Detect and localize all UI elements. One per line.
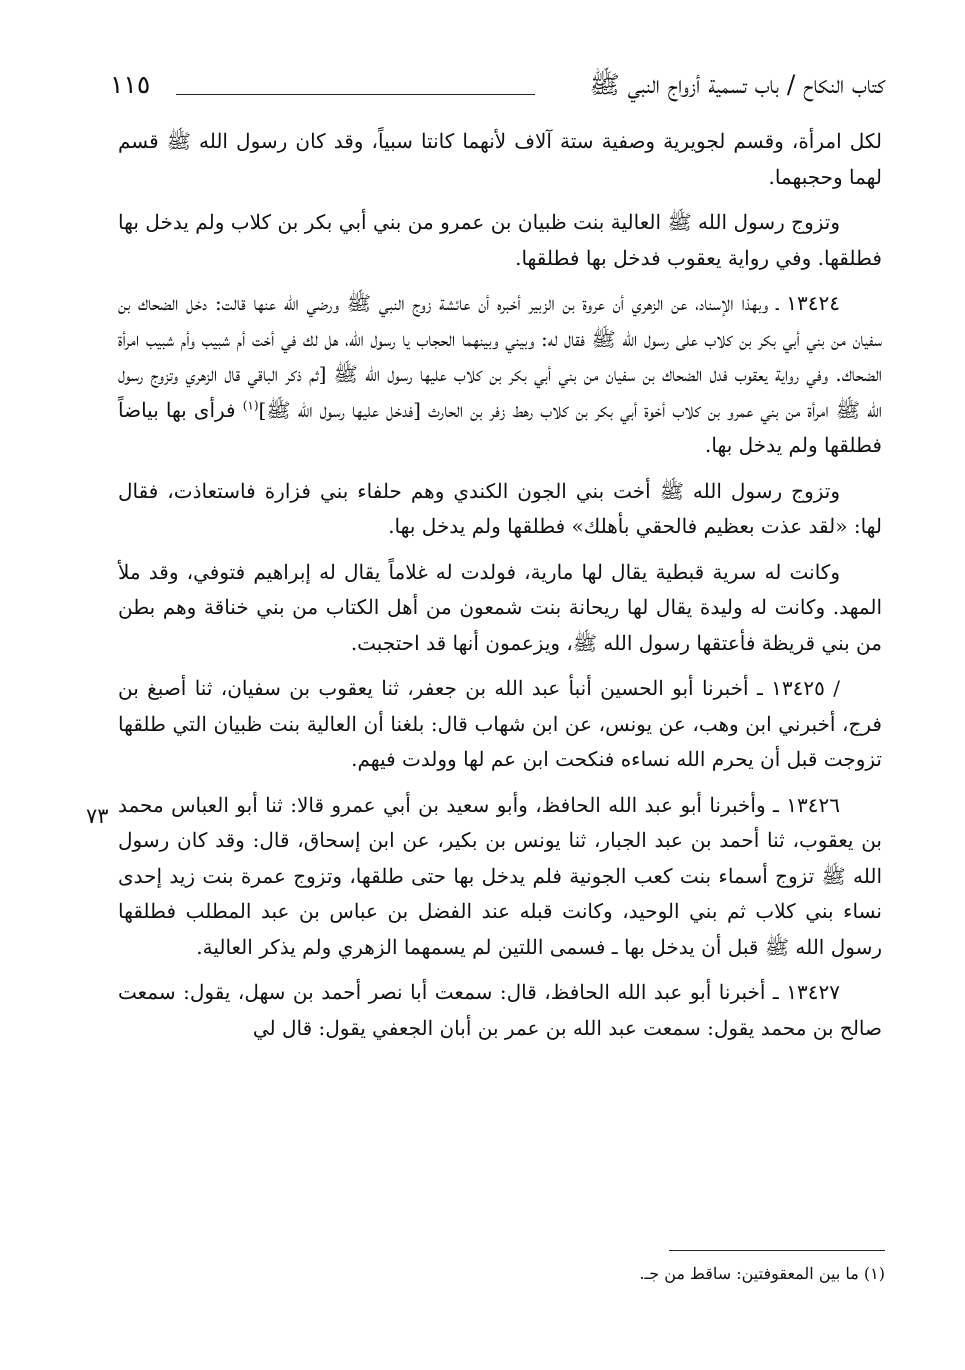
- header-rule: [176, 94, 535, 95]
- running-header: [110, 62, 885, 110]
- footnote: (١) ما بين المعقوفتين: ساقط من جـ.: [639, 1264, 885, 1283]
- paragraph-hadith-13427: ١٣٤٢٧ ـ أخبرنا أبو عبد الله الحافظ، قال: سمعت أبا نصر أحمد بن سهل، يقول: سمعت صالح بن محمد يقول: سمعت عبد الله بن عمر بن أبان الجعفي يقول: قال لي: [118, 980, 882, 1040]
- paragraph: وكانت له سرية قبطية يقال لها مارية، فولدت له غلاماً يقال له إبراهيم فتوفي، وقد ملأ المهد. وكانت له وليدة يقال لها ريحانة بنت شمعون من أهل الكتاب من بني خناقة وهم بطن من بني قريظة فأعتقها رسول الله ﷺ، ويزعمون أنها قد احتجبت.: [118, 559, 882, 655]
- main-text: [118, 124, 882, 1056]
- paragraph-text: ١٣٤٢٤ ـ وبهذا الإسناد، عن الزهري أن عروة بن الزبير أخبره أن عائشة زوج النبي ﷺ ورضي الله عنها قالت: دخل الضحاك بن سفيان من بني أبي بكر بن كلاب على رسول الله ﷺ فقال له: وبيني وبينهما الحجاب يا رسول الله، هل لك في أخت أم شبيب وأم شبيب امرأة الضحاك. وفي رواية يعقوب فدل الضحاك بن سفيان من بني أبي بكر بن كلاب عليها رسول الله ﷺ [ثم ذكر الباقي قال الزهري وتزوج رسول الله ﷺ امرأة من بني عمرو بن كلاب أخوة أبي بكر بن كلاب رهط زفر بن الحارث [فدخل عليها رسول الله ﷺ]: [118, 291, 883, 422]
- paragraph-hadith-13424: [118, 286, 882, 464]
- paragraph: لكل امرأة، وقسم لجويرية وصفية ستة آلاف لأنهما كانتا سبياً، وقد كان رسول الله ﷺ قسم لهما وحجبهما.: [118, 129, 882, 189]
- paragraph: وتزوج رسول الله ﷺ أخت بني الجون الكندي وهم حلفاء بني فزارة فاستعاذت، فقال لها: «لقد عذت بعظيم فالحقي بأهلك» فطلقها ولم يدخل بها.: [118, 478, 882, 538]
- header-title: كتاب النكاح / باب تسمية أزواج النبي ﷺ: [589, 70, 885, 99]
- page-number: ١١٥: [110, 70, 151, 99]
- footnote-ref: (١): [242, 397, 259, 412]
- footnote-rule: [669, 1250, 885, 1251]
- paragraph: وتزوج رسول الله ﷺ العالية بنت ظبيان بن عمرو من بني أبي بكر بن كلاب ولم يدخل بها فطلقها. وفي رواية يعقوب فدخل بها فطلقها.: [118, 210, 882, 270]
- paragraph-text: فرأى بها بياضاً فطلقها ولم يدخل بها.: [118, 397, 882, 457]
- margin-folio-reference: ٧٣: [86, 804, 109, 828]
- paragraph-hadith-13426: ١٣٤٢٦ ـ وأخبرنا أبو عبد الله الحافظ، وأبو سعيد بن أبي عمرو قالا: ثنا أبو العباس محمد بن يعقوب، ثنا أحمد بن عبد الجبار، ثنا يونس بن بكير، عن ابن إسحاق، قال: وقد كان رسول الله ﷺ تزوج أسماء بنت كعب الجونية فلم يدخل بها حتى طلقها، وتزوج عمرة بنت زيد إحدى نساء بني كلاب ثم بني الوحيد، وكانت قبله عند الفضل بن عباس بن عبد المطلب فطلقها رسول الله ﷺ قبل أن يدخل بها ـ فسمى اللتين لم يسمهما الزهري ولم يذكر العالية.: [118, 792, 883, 959]
- paragraph-hadith-13425: / ١٣٤٢٥ ـ أخبرنا أبو الحسين أنبأ عبد الله بن جعفر، ثنا يعقوب بن سفيان، ثنا أصبغ بن فرج، أخبرني ابن وهب، عن يونس، عن ابن شهاب قال: بلغنا أن العالية بنت ظبيان التي طلقها تزوجت قبل أن يحرم الله نساءه فنكحت ابن عم لها وولدت فيهم.: [118, 676, 882, 771]
